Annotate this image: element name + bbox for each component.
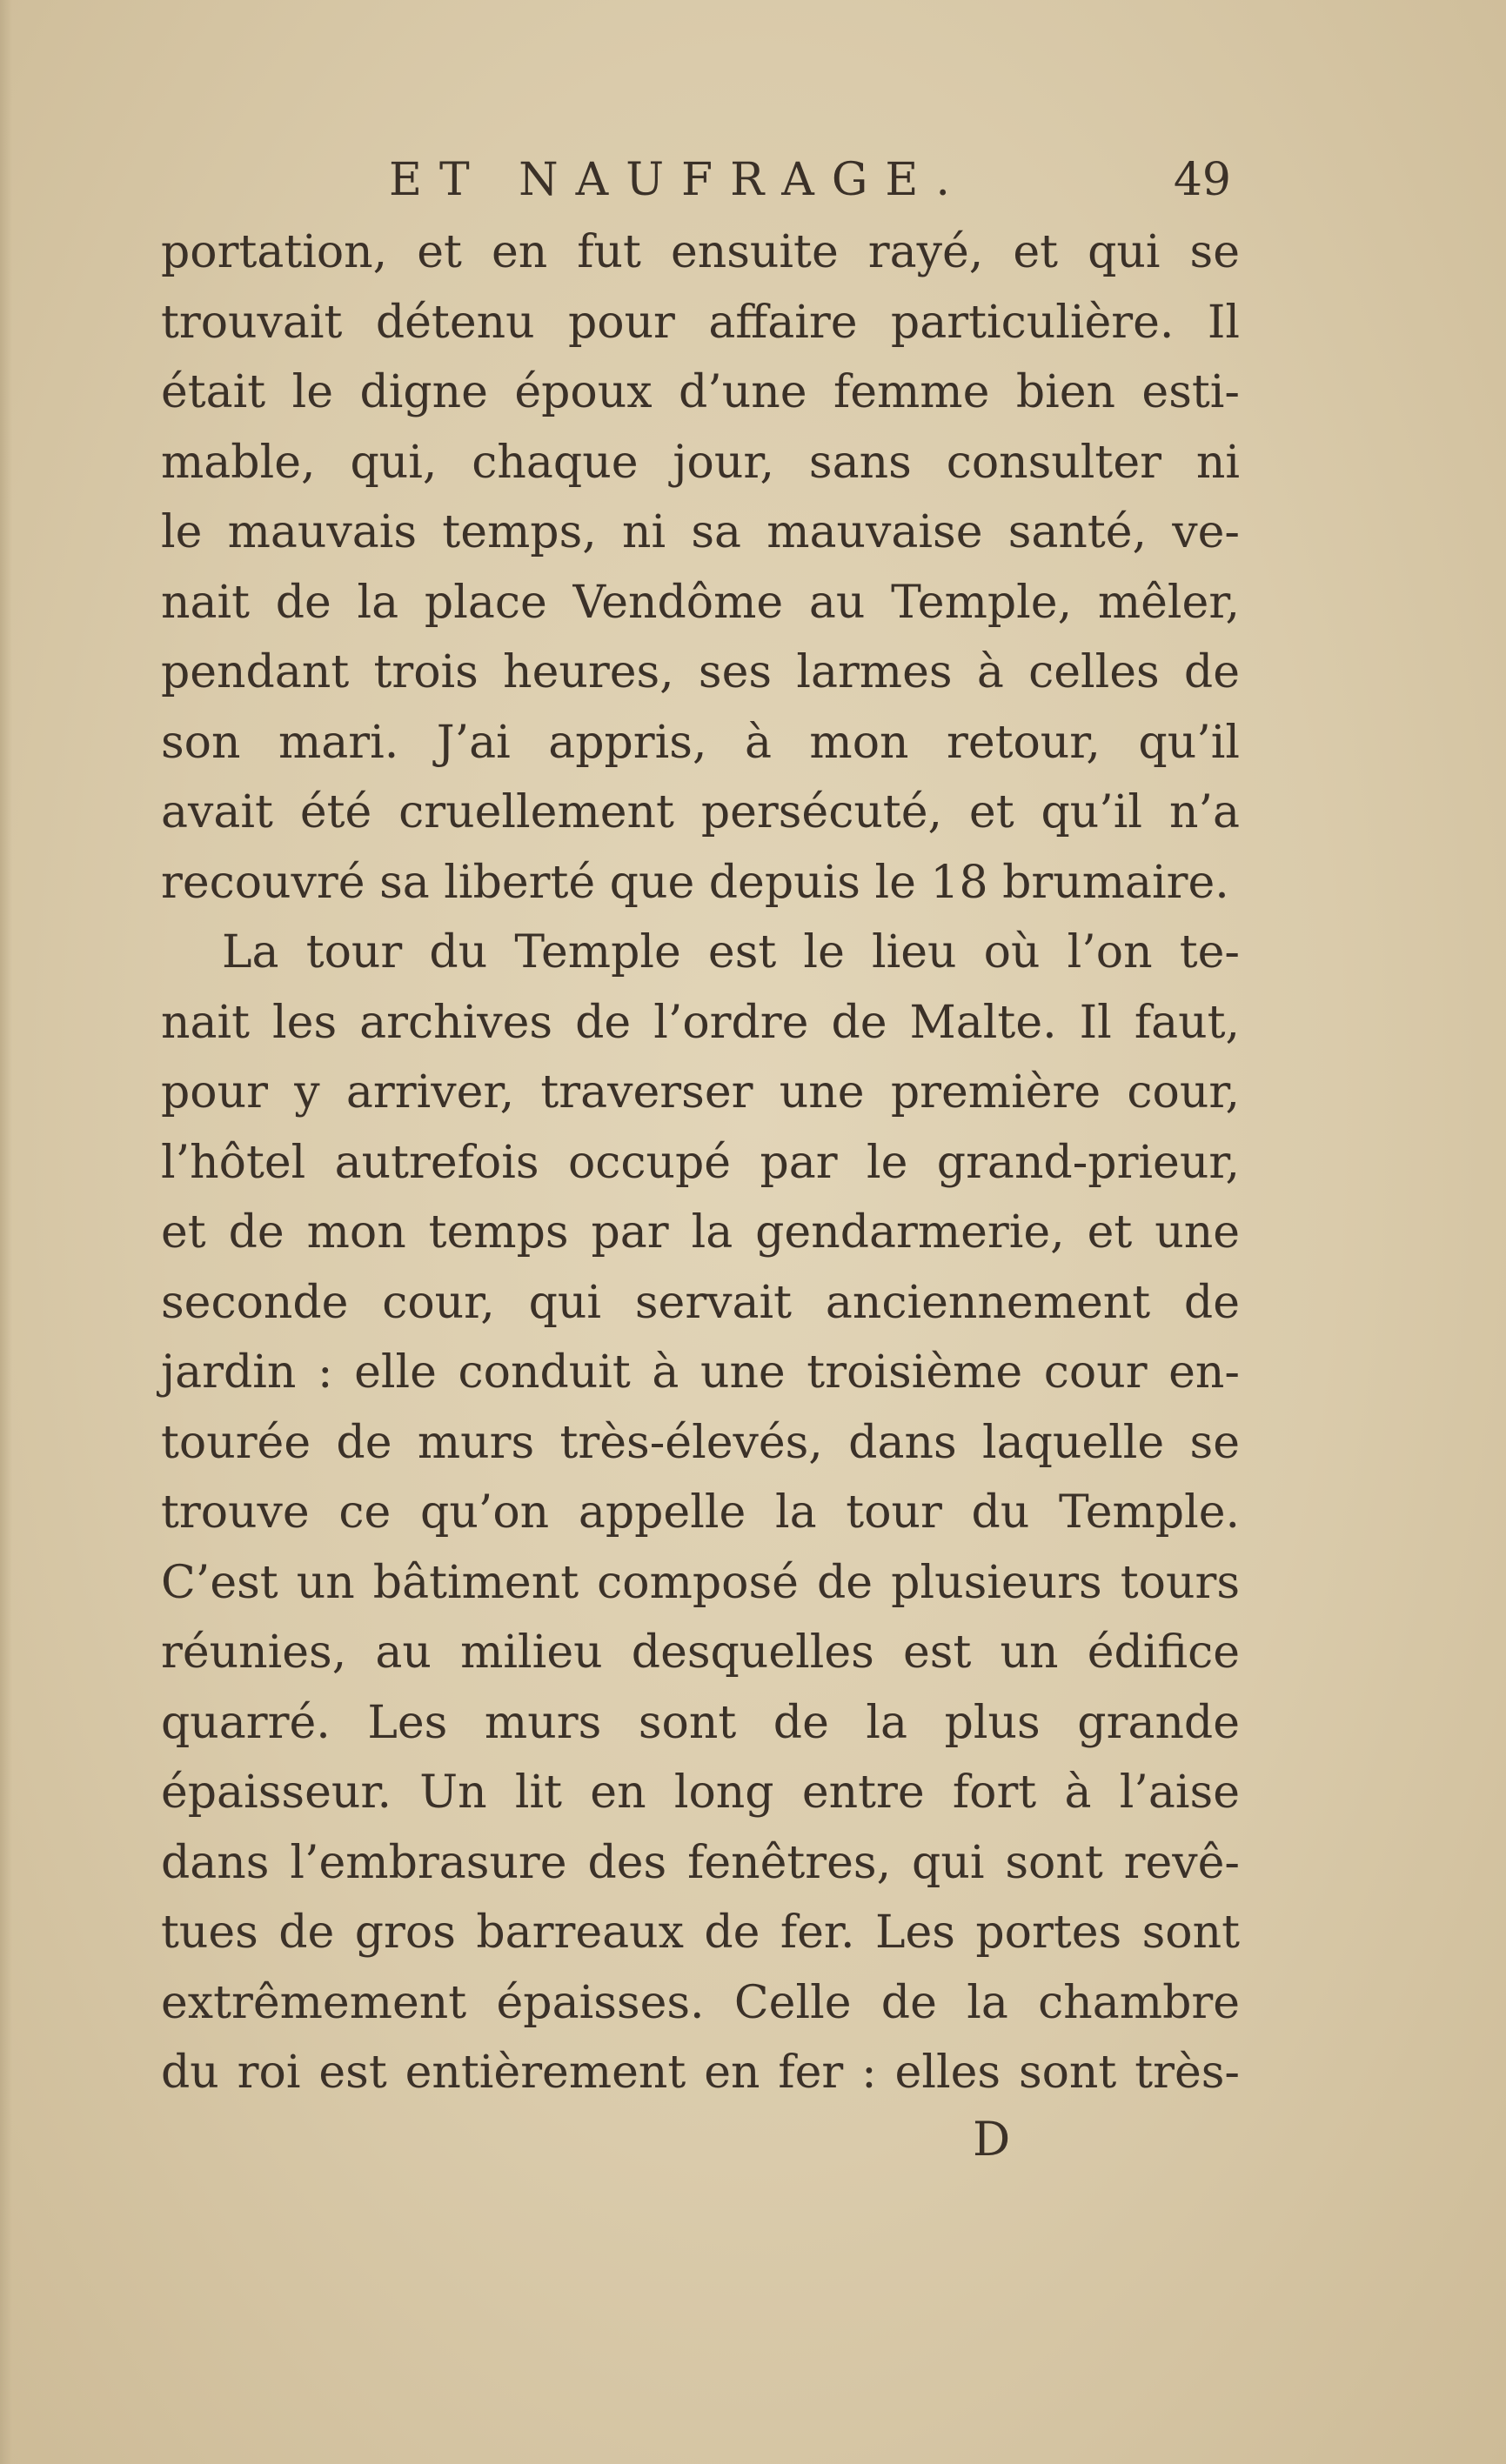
body-text (161, 217, 1240, 2108)
signature-mark: D (973, 2112, 1011, 2167)
text-line: extrêmement épaisses. Celle de la chambre (161, 1976, 1240, 2029)
text-line: pour y arriver, traverser une première cour, (161, 1066, 1240, 1118)
text-line: quarré. Les murs sont de la plus grande (161, 1696, 1240, 1749)
text-line: épaisseur. Un lit en long entre fort à l’aise (161, 1766, 1240, 1819)
text-line: tourée de murs très-élevés, dans laquelle se (161, 1416, 1240, 1469)
text-line: l’hôtel autrefois occupé par le grand-prieur, (161, 1136, 1240, 1189)
text-line: réunies, au milieu desquelles est un édifice (161, 1626, 1240, 1679)
text-line: mable, qui, chaque jour, sans consulter ni (161, 436, 1240, 489)
page-number: 49 (1173, 154, 1231, 206)
page-header (161, 150, 1248, 210)
text-line: son mari. J’ai appris, à mon retour, qu’il (161, 716, 1240, 769)
text-line: C’est un bâtiment composé de plusieurs tours (161, 1556, 1240, 1609)
text-line: portation, et en fut ensuite rayé, et qui se (161, 226, 1240, 278)
text-line: jardin : elle conduit à une troisième cour en- (161, 1346, 1240, 1399)
text-line: nait les archives de l’ordre de Malte. Il faut, (161, 996, 1240, 1049)
text-line: et de mon temps par la gendarmerie, et une (161, 1206, 1240, 1259)
text-line: trouve ce qu’on appelle la tour du Temple. (161, 1486, 1240, 1539)
text-line: le mauvais temps, ni sa mauvaise santé, ve- (161, 506, 1240, 558)
text-line: pendant trois heures, ses larmes à celles de (161, 646, 1240, 698)
text-line: trouvait détenu pour affaire particulière. Il (161, 296, 1240, 349)
text-line: tues de gros barreaux de fer. Les portes sont (161, 1906, 1240, 1959)
text-line: avait été cruellement persécuté, et qu’il n’a (161, 786, 1240, 838)
text-line: nait de la place Vendôme au Temple, mêler, (161, 576, 1240, 629)
text-line: seconde cour, qui servait anciennement de (161, 1276, 1240, 1329)
text-line: dans l’embrasure des fenêtres, qui sont revê- (161, 1836, 1240, 1889)
paragraph-start-line: La tour du Temple est le lieu où l’on te- (222, 926, 1240, 978)
page-edge-shadow (0, 0, 12, 2464)
text-line: du roi est entièrement en fer : elles sont très- (161, 2047, 1240, 2099)
text-line: était le digne époux d’une femme bien esti- (161, 366, 1240, 418)
running-title: ET NAUFRAGE. (389, 154, 967, 206)
paragraph-end-line: recouvré sa liberté que depuis le 18 brumaire. (161, 856, 1229, 909)
